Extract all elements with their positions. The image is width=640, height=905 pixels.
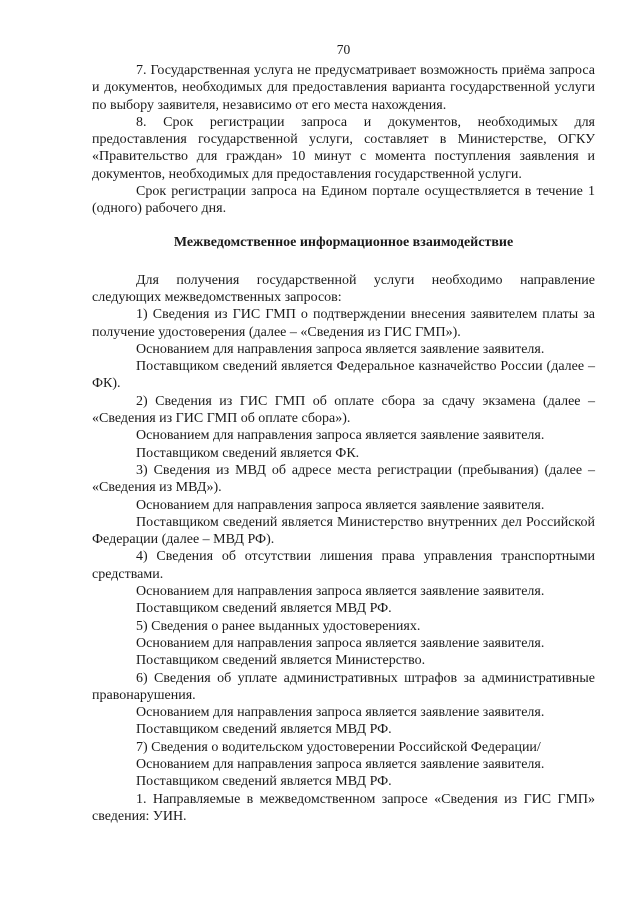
- paragraph-item-2: 2) Сведения из ГИС ГМП об оплате сбора за сдачу экзамена (далее – «Сведения из ГИС ГМП об оплате сбора»).: [92, 393, 595, 427]
- paragraph-registration-portal: Срок регистрации запроса на Едином портале осуществляется в течение 1 (одного) рабочего дня.: [92, 184, 595, 217]
- paragraph-provider: Поставщиком сведений является Министерство.: [136, 653, 426, 669]
- paragraph-intro: Для получения государственной услуги необходимо направление следующих межведомственных запросов:: [92, 272, 595, 305]
- section-heading: Межведомственное информационное взаимодействие: [173, 234, 514, 250]
- paragraph-basis: Основанием для направления запроса является заявление заявителя.: [136, 756, 545, 772]
- paragraph-item-3: 3) Сведения из МВД об адресе места регистрации (пребывания) (далее – «Сведения из МВД»).: [92, 462, 595, 496]
- paragraph-item-4: 4) Сведения об отсутствии лишения права управления транспортными средствами.: [92, 549, 595, 582]
- paragraph-item-1: 1) Сведения из ГИС ГМП о подтверждении внесения заявителем платы за получение удостоверения (далее – «Сведения из ГИС ГМП»).: [92, 307, 595, 340]
- paragraph-basis: Основанием для направления запроса является заявление заявителя.: [136, 705, 545, 721]
- paragraph-item-5: 5) Сведения о ранее выданных удостоверениях.: [136, 618, 421, 634]
- paragraph-item-6: 6) Сведения об уплате административных штрафов за административные правонарушения.: [92, 670, 595, 703]
- paragraph-8: 8. Срок регистрации запроса и документов, необходимых для предоставления государственной услуги, составляет в Министерстве, ОГКУ «Правительство для граждан» 10 минут с момента поступления заявления и документов, необходимых для предоставления государственной услуги.: [92, 114, 595, 182]
- paragraph-request-data: 1. Направляемые в межведомственном запросе «Сведения из ГИС ГМП» сведения: УИН.: [92, 791, 595, 824]
- paragraph-basis: Основанием для направления запроса является заявление заявителя.: [136, 341, 545, 357]
- paragraph-item-7: 7) Сведения о водительском удостоверении Российской Федерации/: [136, 739, 541, 755]
- paragraph-provider: Поставщиком сведений является МВД РФ.: [136, 601, 392, 617]
- paragraph-provider: Поставщиком сведений является Федеральное казначейство России (далее – ФК).: [92, 359, 595, 392]
- paragraph-basis: Основанием для направления запроса является заявление заявителя.: [136, 497, 545, 513]
- paragraph-provider: Поставщиком сведений является МВД РФ.: [136, 722, 392, 738]
- paragraph-basis: Основанием для направления запроса является заявление заявителя.: [136, 428, 545, 444]
- page-number: 70: [336, 42, 351, 57]
- paragraph-provider: Поставщиком сведений является МВД РФ.: [136, 774, 392, 790]
- paragraph-provider: Поставщиком сведений является Министерство внутренних дел Российской Федерации (далее – МВД РФ).: [92, 514, 595, 548]
- paragraph-basis: Основанием для направления запроса является заявление заявителя.: [136, 584, 545, 600]
- paragraph-7: 7. Государственная услуга не предусматривает возможность приёма запроса и документов, необходимых для предоставления варианта государственной услуги по выбору заявителя, независимо от его места нахождения.: [92, 63, 595, 113]
- document-body: [92, 62, 595, 825]
- paragraph-provider: Поставщиком сведений является ФК.: [136, 445, 360, 461]
- paragraph-basis: Основанием для направления запроса является заявление заявителя.: [136, 635, 545, 651]
